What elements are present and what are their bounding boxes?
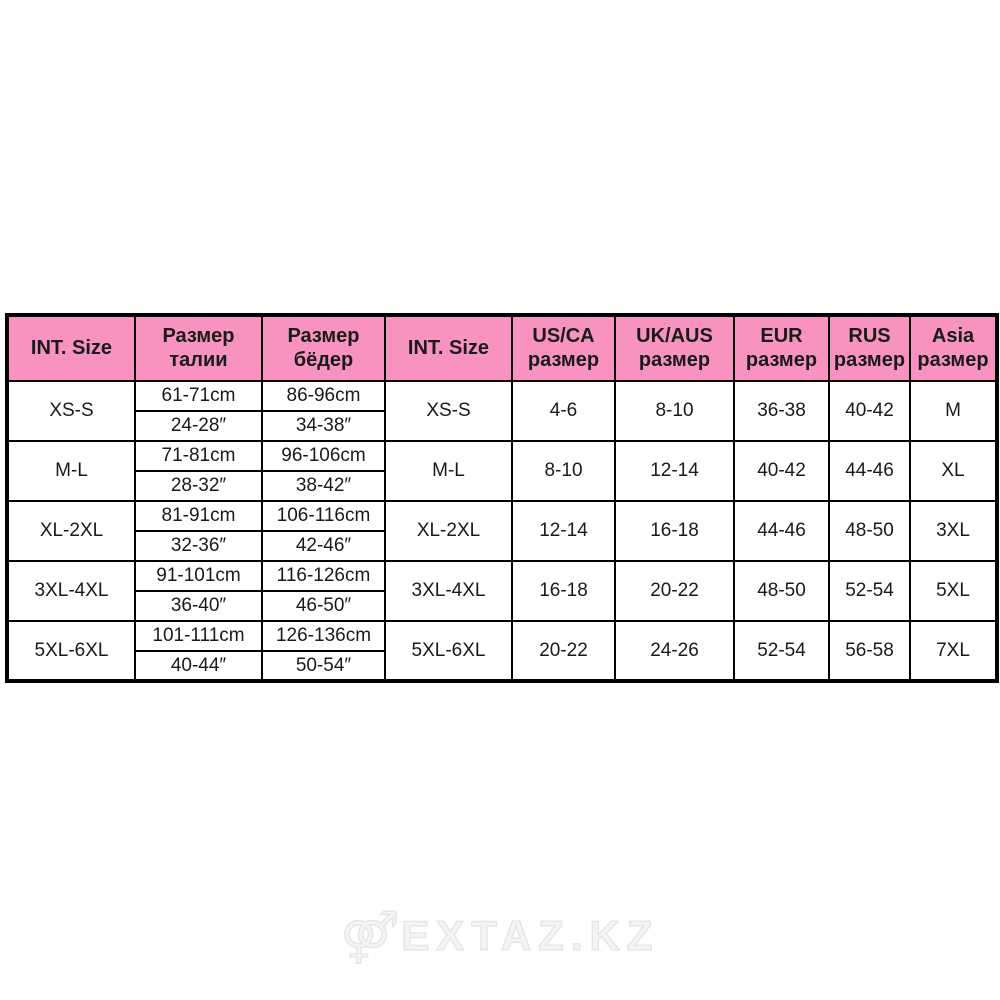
cell-hips-cm: 126-136cm — [262, 621, 385, 651]
table-row — [7, 441, 997, 471]
cell-hips-in: 50-54″ — [262, 651, 385, 681]
cell-us-ca: 8-10 — [512, 441, 615, 501]
header-label: EUR — [760, 324, 803, 347]
cell-int-size-right: XL-2XL — [385, 501, 512, 561]
cell-int-size-left: 3XL-4XL — [7, 561, 135, 621]
cell-asia: M — [910, 381, 997, 441]
cell-uk-aus: 8-10 — [615, 381, 734, 441]
cell-eur: 36-38 — [734, 381, 829, 441]
cell-us-ca: 12-14 — [512, 501, 615, 561]
cell-us-ca: 4-6 — [512, 381, 615, 441]
cell-int-size-right: 3XL-4XL — [385, 561, 512, 621]
cell-us-ca: 20-22 — [512, 621, 615, 681]
cell-int-size-left: XL-2XL — [7, 501, 135, 561]
cell-uk-aus: 20-22 — [615, 561, 734, 621]
cell-hips-in: 46-50″ — [262, 591, 385, 621]
cell-asia: 5XL — [910, 561, 997, 621]
cell-uk-aus: 24-26 — [615, 621, 734, 681]
cell-waist-in: 28-32″ — [135, 471, 262, 501]
header-label: Размер — [287, 324, 360, 347]
header-uk-aus: UK/AUS размер — [615, 315, 734, 381]
table-row — [7, 621, 997, 651]
header-int-size-right — [385, 315, 512, 381]
table-row — [7, 381, 997, 411]
cell-hips-cm: 86-96cm — [262, 381, 385, 411]
cell-eur: 48-50 — [734, 561, 829, 621]
header-waist-size: Размер талии — [135, 315, 262, 381]
cell-waist-in: 36-40″ — [135, 591, 262, 621]
cell-waist-in: 40-44″ — [135, 651, 262, 681]
cell-hips-cm: 116-126cm — [262, 561, 385, 591]
cell-waist-cm: 101-111cm — [135, 621, 262, 651]
cell-waist-cm: 71-81cm — [135, 441, 262, 471]
header-label: INT. Size — [30, 336, 113, 359]
header-row — [7, 315, 997, 381]
watermark-text: EXTAZ.KZ — [401, 912, 660, 959]
header-label: INT. Size — [407, 336, 490, 359]
cell-asia: 7XL — [910, 621, 997, 681]
cell-waist-cm: 81-91cm — [135, 501, 262, 531]
cell-hips-in: 38-42″ — [262, 471, 385, 501]
header-label: Размер — [162, 324, 235, 347]
cell-eur: 52-54 — [734, 621, 829, 681]
cell-int-size-left: M-L — [7, 441, 135, 501]
cell-rus: 52-54 — [829, 561, 910, 621]
header-us-ca: US/CA размер — [512, 315, 615, 381]
table-row — [7, 561, 997, 591]
cell-rus: 48-50 — [829, 501, 910, 561]
cell-hips-in: 42-46″ — [262, 531, 385, 561]
cell-waist-in: 32-36″ — [135, 531, 262, 561]
cell-eur: 40-42 — [734, 441, 829, 501]
cell-rus: 40-42 — [829, 381, 910, 441]
cell-int-size-left: 5XL-6XL — [7, 621, 135, 681]
cell-asia: XL — [910, 441, 997, 501]
cell-int-size-left: XS-S — [7, 381, 135, 441]
header-rus: RUS размер — [829, 315, 910, 381]
cell-us-ca: 16-18 — [512, 561, 615, 621]
cell-hips-cm: 96-106cm — [262, 441, 385, 471]
cell-rus: 56-58 — [829, 621, 910, 681]
cell-int-size-right: XS-S — [385, 381, 512, 441]
interlocked-gender-symbols-icon: ⚤ — [340, 909, 400, 965]
header-label: Asia — [931, 324, 975, 347]
cell-rus: 44-46 — [829, 441, 910, 501]
cell-asia: 3XL — [910, 501, 997, 561]
cell-waist-cm: 91-101cm — [135, 561, 262, 591]
header-label: RUS — [848, 324, 891, 347]
header-eur: EUR размер — [734, 315, 829, 381]
cell-waist-in: 24-28″ — [135, 411, 262, 441]
watermark — [0, 909, 1000, 965]
cell-int-size-right: M-L — [385, 441, 512, 501]
cell-hips-in: 34-38″ — [262, 411, 385, 441]
header-label: US/CA — [532, 324, 595, 347]
header-asia: Asia размер — [910, 315, 997, 381]
header-hips-size: Размер бёдер — [262, 315, 385, 381]
header-label: UK/AUS — [636, 324, 713, 347]
table-row — [7, 501, 997, 531]
header-int-size-left — [7, 315, 135, 381]
size-conversion-table — [5, 313, 999, 683]
cell-eur: 44-46 — [734, 501, 829, 561]
cell-waist-cm: 61-71cm — [135, 381, 262, 411]
cell-uk-aus: 16-18 — [615, 501, 734, 561]
cell-uk-aus: 12-14 — [615, 441, 734, 501]
cell-hips-cm: 106-116cm — [262, 501, 385, 531]
cell-int-size-right: 5XL-6XL — [385, 621, 512, 681]
